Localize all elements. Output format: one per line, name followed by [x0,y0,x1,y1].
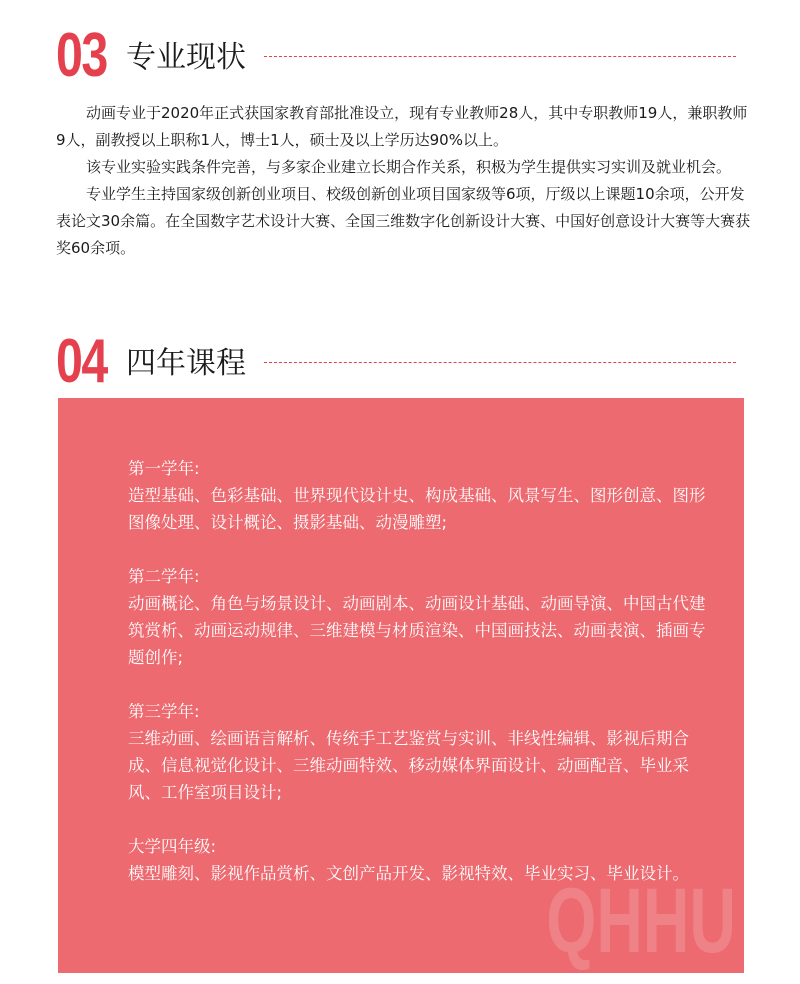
year-1-courses: 造型基础、色彩基础、世界现代设计史、构成基础、风景写生、图形创意、图形图像处理、设计概论、摄影基础、动漫雕塑; [128,486,706,532]
year-4-block [128,833,708,887]
year-2-block [128,563,708,671]
year-2-title: 第二学年: [128,567,200,586]
section-3-number: 03 [56,21,107,90]
year-3-title: 第三学年: [128,702,200,721]
section-3-divider [264,56,736,57]
status-text [56,100,752,262]
year-4-courses: 模型雕刻、影视作品赏析、文创产品开发、影视特效、毕业实习、毕业设计。 [128,864,689,883]
year-3-block [128,698,708,806]
status-paragraph-3: 专业学生主持国家级创新创业项目、校级创新创业项目国家级等6项，厅级以上课题10余项，公开发表论文30余篇。在全国数字艺术设计大赛、全国三维数字化创新设计大赛、中国好创意设计大赛等大赛获奖60余项。 [56,185,751,257]
year-1-title: 第一学年: [128,459,200,478]
year-1-block [128,455,708,536]
curriculum-panel [58,398,744,973]
status-paragraph-1: 动画专业于2020年正式获国家教育部批准设立，现有专业教师28人，其中专职教师19人，兼职教师9人，副教授以上职称1人，博士1人，硕士及以上学历达90%以上。 [56,104,748,149]
section-4-number: 04 [56,327,107,396]
section-4-divider [264,362,736,363]
qhhu-watermark: QHHU [546,870,736,972]
section-4-header [56,327,736,396]
year-3-courses: 三维动画、绘画语言解析、传统手工艺鉴赏与实训、非线性编辑、影视后期合成、信息视觉化设计、三维动画特效、移动媒体界面设计、动画配音、毕业采风、工作室项目设计; [128,729,689,802]
section-3-title: 专业现状 [126,40,246,75]
status-paragraph-2: 该专业实验实践条件完善，与多家企业建立长期合作关系，积极为学生提供实习实训及就业机会。 [86,158,732,176]
section-4-title: 四年课程 [126,346,246,381]
section-3-header [56,21,736,90]
year-4-title: 大学四年级: [128,837,217,856]
year-2-courses: 动画概论、角色与场景设计、动画剧本、动画设计基础、动画导演、中国古代建筑赏析、动画运动规律、三维建模与材质渲染、中国画技法、动画表演、插画专题创作; [128,594,706,667]
